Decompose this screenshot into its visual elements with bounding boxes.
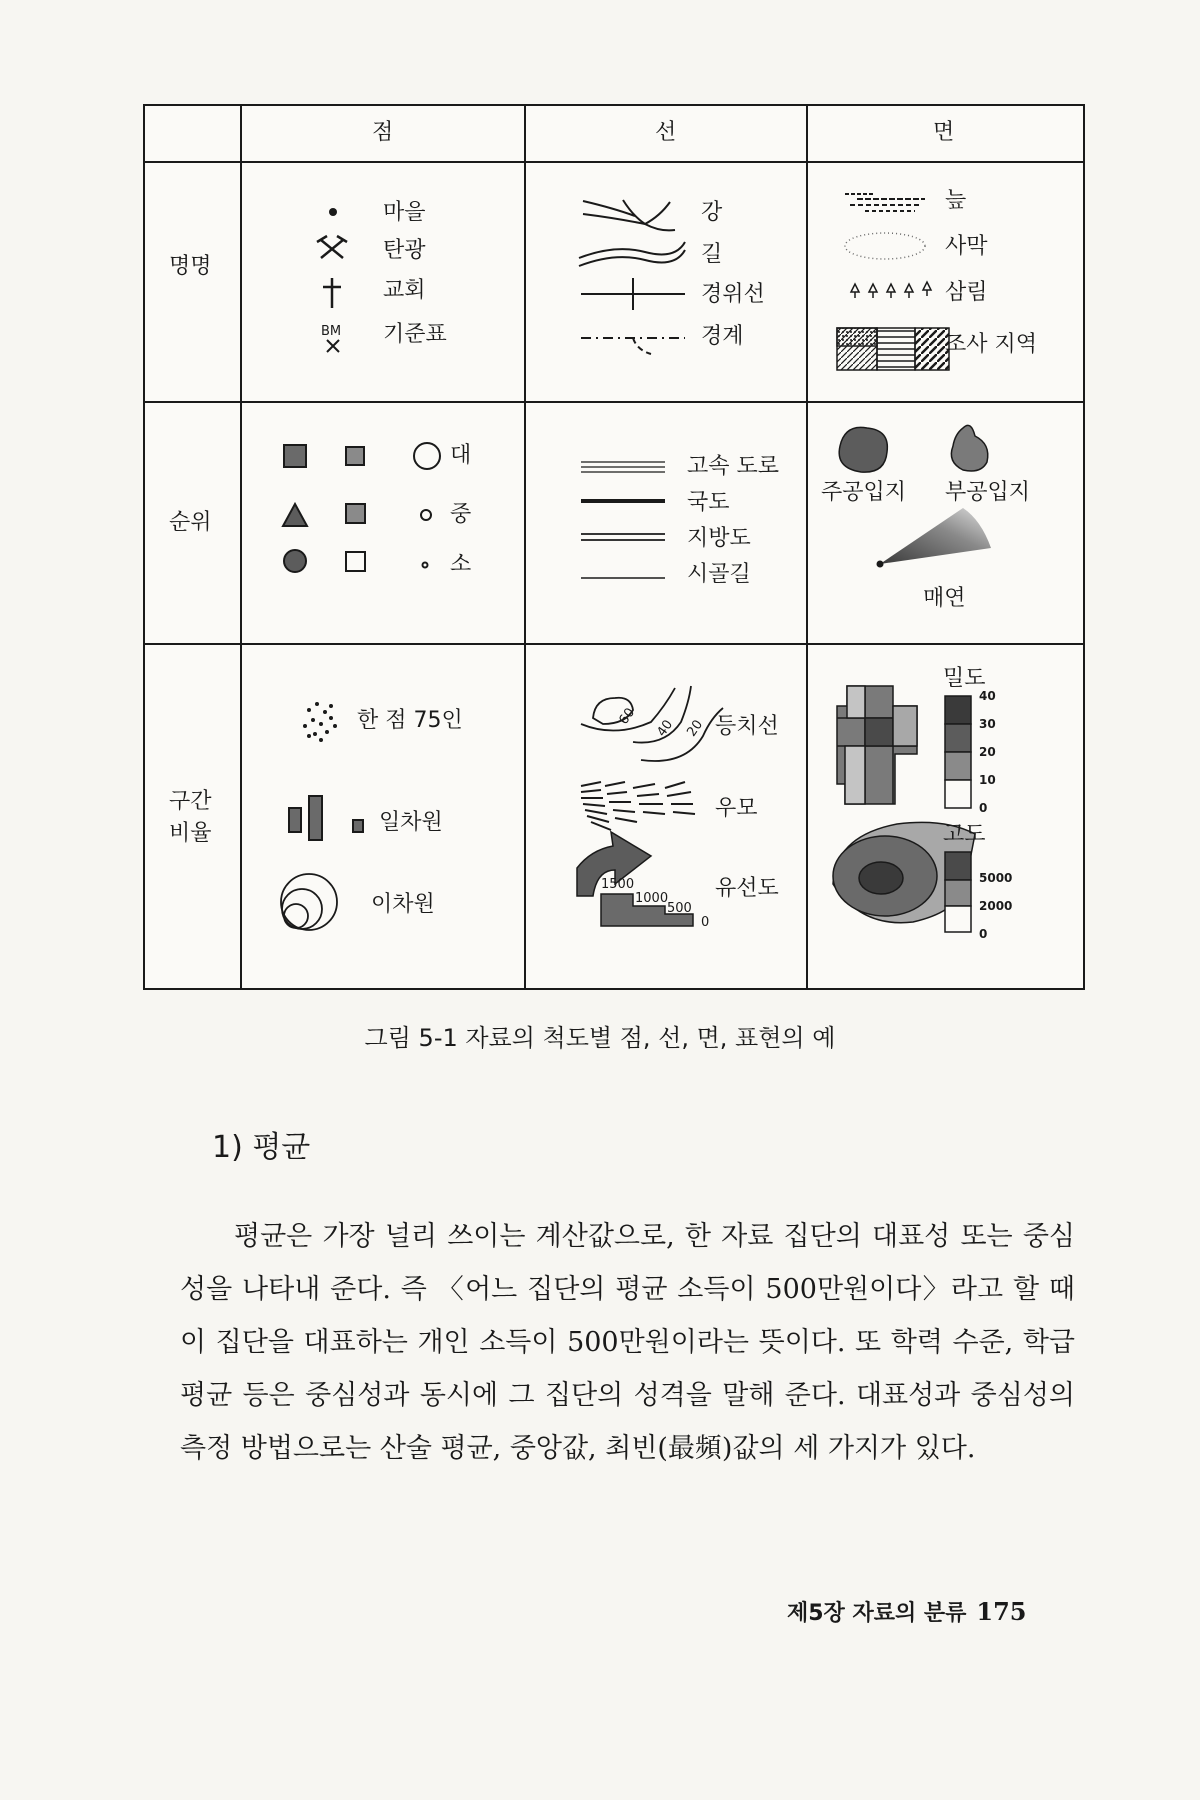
label-road: 길 [701,242,723,267]
density-value-40: 40 [979,689,996,703]
river-symbol [583,200,675,230]
page-footer [787,1596,1027,1627]
label-desert: 사막 [945,234,988,259]
label-smoke: 매연 [923,586,966,611]
graticule-symbol [581,278,685,310]
secondary-site-blob [951,425,987,471]
label-highway: 고속 도로 [687,454,780,479]
label-two-dimension: 이차원 [371,892,435,917]
header-area: 면 [933,120,955,145]
altitude-legend-bar [945,852,971,932]
label-isoline: 등치선 [715,714,779,739]
label-size-large: 대 [450,443,472,468]
body-paragraph: 평균은 가장 널리 쓰이는 계산값으로, 한 자료 집단의 대표성 또는 중심성을 나타내 준다. 즉 〈어느 집단의 평균 소득이 500만원이다〉라고 할 때 이 집단을 대표하는 개인 소득이 500만원이라는 뜻이다. 또 학력 수준, 학급 평균 등은 중심성과 동시에 그 집단의 성격을 말해 준다. 대표성과 중심성의 측정 방법으로는 산술 평균, 중앙값, 최빈(最頻)값의 세 가지가 있다. [180,1221,1075,1464]
label-village: 마을 [383,200,426,225]
label-river: 강 [701,200,723,225]
altitude-value-0: 0 [979,927,988,941]
density-value-10: 10 [979,773,996,787]
label-national-road: 국도 [687,490,730,515]
figure-grid [145,106,1083,988]
density-legend-title: 밀도 [943,666,986,691]
two-dimension-circles [281,874,337,930]
density-legend-bar [945,696,971,808]
figure-caption: 그림 5-1 자료의 척도별 점, 선, 면, 표현의 예 [364,1024,836,1052]
one-dimension-bars [289,796,363,840]
isoline-value-20: 20 [684,717,707,740]
figure-table [143,104,1085,990]
label-church: 교회 [383,278,426,303]
density-value-0: 0 [979,801,988,815]
label-local-road: 지방도 [687,526,751,551]
smoke-plume [880,508,991,564]
dot-density-symbol [303,702,337,742]
label-forest: 삼림 [945,280,988,305]
label-secondary-site: 부공입지 [945,480,1031,505]
altitude-value-5000: 5000 [979,871,1013,885]
isoline-value-40: 40 [654,717,677,740]
primary-site-blob [839,427,887,472]
ordinal-point-symbols [283,443,440,572]
flow-value-0: 0 [701,915,710,930]
flow-value-1500: 1500 [601,877,635,892]
church-symbol [323,278,341,308]
benchmark-cross [327,340,339,352]
forest-symbol [851,282,931,298]
label-survey-area: 조사 지역 [945,332,1038,357]
boundary-symbol [581,338,685,354]
village-symbol [329,208,337,216]
row-label-ordinal: 순위 [169,510,212,535]
label-benchmark: 기준표 [383,322,447,347]
hachure-symbol [581,782,695,830]
label-size-medium: 중 [450,502,472,527]
density-value-20: 20 [979,745,996,759]
section-title: 1) 평균 [212,1130,311,1165]
density-value-30: 30 [979,717,996,731]
desert-symbol [845,233,925,259]
header-line: 선 [655,120,677,145]
label-dot-density: 한 점 75인 [357,708,463,733]
label-mine: 탄광 [383,238,426,263]
mine-symbol [317,236,347,258]
row-label-nominal: 명명 [169,254,212,279]
label-one-dimension: 일차원 [379,810,443,835]
flow-value-1000: 1000 [635,891,669,906]
chapter-title: 제5장 자료의 분류 [787,1601,967,1626]
flow-value-500: 500 [667,901,692,916]
label-hachure: 우모 [715,796,758,821]
altitude-legend-title: 고도 [943,822,986,847]
label-primary-site: 주공입지 [821,480,907,505]
label-country-road: 시골길 [687,562,751,587]
isoline-value-60: 60 [616,705,639,728]
label-graticule: 경위선 [701,282,765,307]
smoke-source [877,561,884,568]
header-point: 점 [372,120,394,145]
page-number: 175 [976,1597,1027,1626]
label-benchmark-mark: BM [321,324,342,339]
label-size-small: 소 [450,552,472,577]
altitude-value-2000: 2000 [979,899,1013,913]
label-boundary: 경계 [701,324,744,349]
survey-area-symbol [837,328,949,370]
label-flow-map: 유선도 [715,876,779,901]
label-marsh: 늪 [945,188,967,213]
road-symbol [579,242,685,266]
road-hierarchy-lines [581,462,665,578]
row-label-interval: 구간 비율 [169,789,212,846]
marsh-symbol [845,194,925,211]
